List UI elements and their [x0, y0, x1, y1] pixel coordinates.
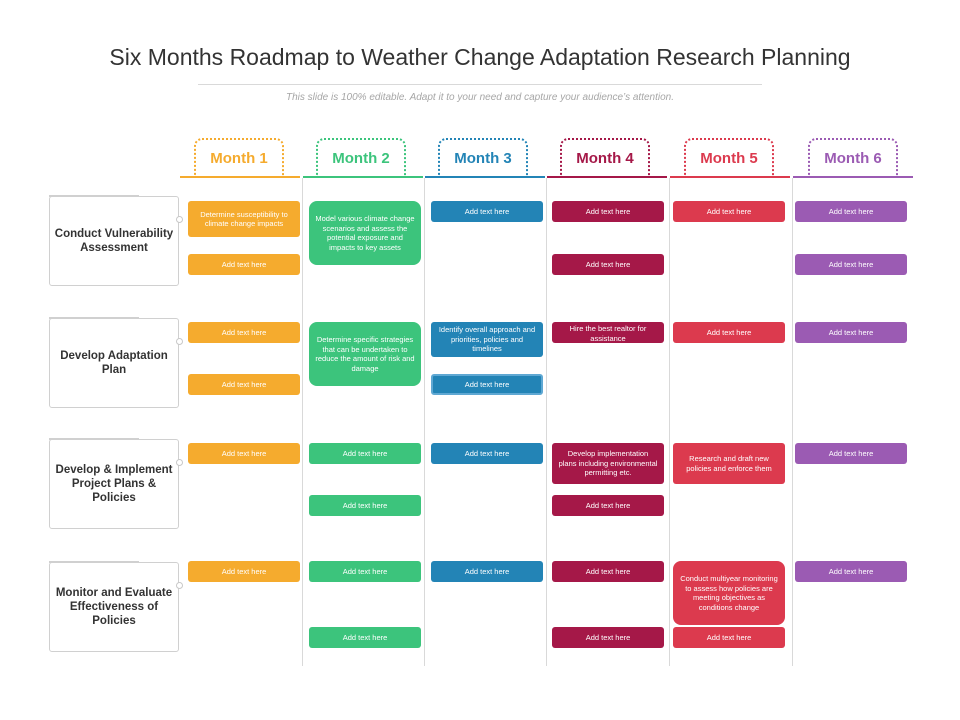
row-1-label: Conduct Vulnerability Assessment	[49, 196, 179, 286]
connector-dot	[176, 459, 183, 466]
month-5-underline	[670, 176, 790, 178]
task-box[interactable]: Add text here	[188, 443, 300, 464]
task-box[interactable]: Add text here	[552, 561, 664, 582]
task-box[interactable]: Add text here	[309, 443, 421, 464]
task-box[interactable]: Add text here	[552, 254, 664, 275]
task-box[interactable]: Add text here	[309, 561, 421, 582]
month-3-header: Month 3	[438, 138, 528, 176]
task-box[interactable]: Add text here	[552, 495, 664, 516]
column-divider	[546, 178, 547, 666]
task-box[interactable]: Add text here	[188, 374, 300, 395]
task-box[interactable]: Research and draft new policies and enforce them	[673, 443, 785, 484]
task-box[interactable]: Determine specific strategies that can be undertaken to reduce the amount of risk and damage	[309, 322, 421, 386]
month-2-header: Month 2	[316, 138, 406, 176]
task-box[interactable]: Add text here	[309, 495, 421, 516]
slide-title: Six Months Roadmap to Weather Change Adaptation Research Planning	[109, 44, 851, 70]
column-divider	[424, 178, 425, 666]
task-box[interactable]: Model various climate change scenarios and assess the potential exposure and impacts to key assets	[309, 201, 421, 265]
task-box[interactable]: Add text here	[673, 201, 785, 222]
task-box[interactable]: Add text here	[188, 561, 300, 582]
month-4-underline	[547, 176, 667, 178]
task-box[interactable]: Add text here	[795, 254, 907, 275]
month-4-header: Month 4	[560, 138, 650, 176]
task-box[interactable]: Add text here	[552, 627, 664, 648]
month-6-header: Month 6	[808, 138, 898, 176]
month-5-header: Month 5	[684, 138, 774, 176]
task-box[interactable]: Develop implementation plans including environmental permitting etc.	[552, 443, 664, 484]
row-4-label: Monitor and Evaluate Effectiveness of Policies	[49, 562, 179, 652]
task-box[interactable]: Add text here	[309, 627, 421, 648]
column-divider	[792, 178, 793, 666]
column-divider	[669, 178, 670, 666]
column-divider	[302, 178, 303, 666]
row-3-label: Develop & Implement Project Plans & Policies	[49, 439, 179, 529]
connector-dot	[176, 338, 183, 345]
month-1-header: Month 1	[194, 138, 284, 176]
task-box[interactable]: Identify overall approach and priorities, policies and timelines	[431, 322, 543, 357]
task-box[interactable]: Hire the best realtor for assistance	[552, 322, 664, 343]
task-box[interactable]: Add text here	[431, 561, 543, 582]
month-2-underline	[303, 176, 423, 178]
connector-dot	[176, 582, 183, 589]
task-box[interactable]: Add text here	[188, 254, 300, 275]
slide-subtitle: This slide is 100% editable. Adapt it to your need and capture your audience’s attention.	[285, 92, 675, 103]
task-box[interactable]: Add text here	[431, 201, 543, 222]
title-divider	[198, 84, 762, 85]
task-box[interactable]: Add text here	[795, 443, 907, 464]
task-box[interactable]: Add text here	[795, 561, 907, 582]
month-3-underline	[425, 176, 545, 178]
task-box[interactable]: Add text here	[673, 322, 785, 343]
task-box[interactable]: Determine susceptibility to climate change impacts	[188, 201, 300, 237]
task-box[interactable]: Add text here	[431, 374, 543, 395]
task-box[interactable]: Add text here	[188, 322, 300, 343]
month-1-underline	[180, 176, 300, 178]
connector-dot	[176, 216, 183, 223]
task-box[interactable]: Add text here	[673, 627, 785, 648]
task-box[interactable]: Conduct multiyear monitoring to assess how policies are meeting objectives as conditions change	[673, 561, 785, 625]
task-box[interactable]: Add text here	[552, 201, 664, 222]
month-6-underline	[793, 176, 913, 178]
task-box[interactable]: Add text here	[795, 322, 907, 343]
task-box[interactable]: Add text here	[795, 201, 907, 222]
row-2-label: Develop Adaptation Plan	[49, 318, 179, 408]
task-box[interactable]: Add text here	[431, 443, 543, 464]
